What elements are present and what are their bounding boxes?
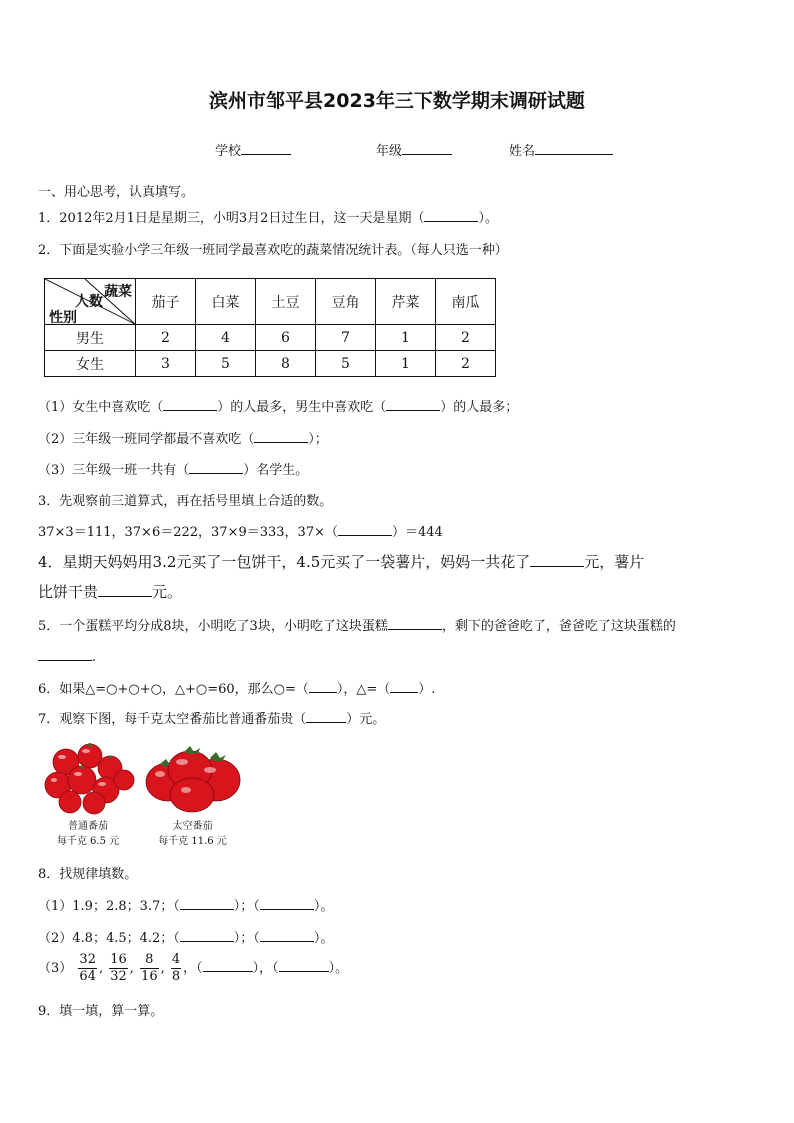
q4-blank-2[interactable] bbox=[98, 584, 152, 597]
q2-1-blank-1[interactable] bbox=[163, 398, 217, 411]
q3-eq-text-a: 37×3＝111，37×6＝222，37×9＝333，37×（ bbox=[38, 525, 338, 540]
fraction-numerator: 8 bbox=[140, 952, 159, 969]
vegetable-stats-table bbox=[44, 278, 496, 377]
q2-2-text-b: ）； bbox=[308, 432, 328, 447]
q8-3-blank-2[interactable] bbox=[279, 959, 329, 972]
question-7 bbox=[38, 708, 385, 727]
space-tomato-name: 太空番茄 bbox=[172, 821, 213, 832]
q7-end: ）元。 bbox=[346, 712, 386, 727]
table-header-cell: 芹菜 bbox=[376, 279, 436, 325]
space-tomato-image bbox=[140, 740, 245, 815]
q8-1-blank-2[interactable] bbox=[260, 897, 314, 910]
question-2-1 bbox=[38, 396, 518, 415]
school-label: 学校 bbox=[215, 144, 242, 159]
q2-1-text-c: ）的人最多； bbox=[440, 400, 519, 415]
question-4 bbox=[38, 551, 644, 572]
question-5-cont bbox=[38, 648, 96, 665]
school-field bbox=[215, 140, 291, 159]
section-heading: 一、用心思考，认真填写。 bbox=[38, 185, 195, 200]
q7-text: 7．观察下图，每千克太空番茄比普通番茄贵（ bbox=[38, 712, 307, 727]
q6-text-a: 6．如果△=○+○+○，△+○=60，那么○=（ bbox=[38, 682, 309, 697]
page-title: 滨州市邹平县2023年三下数学期末调研试题 bbox=[209, 90, 585, 112]
table-cell: 2 bbox=[436, 325, 496, 351]
q6-blank-2[interactable] bbox=[390, 680, 418, 693]
question-4-cont bbox=[38, 581, 182, 602]
regular-tomato-image bbox=[38, 740, 138, 815]
table-cell: 1 bbox=[376, 351, 436, 377]
fraction-denominator: 64 bbox=[79, 969, 96, 984]
table-cell: 6 bbox=[256, 325, 316, 351]
question-3: 3．先观察前三道算式，再在括号里填上合适的数。 bbox=[38, 494, 333, 509]
fraction bbox=[171, 952, 181, 985]
question-5 bbox=[38, 615, 676, 634]
q1-text: 1．2012年2月1日是星期三，小明3月2日过生日，这一天是星期（ bbox=[38, 211, 425, 226]
question-9: 9．填一填，算一算。 bbox=[38, 1004, 164, 1019]
q8-3-text-c: ）。 bbox=[328, 961, 349, 976]
grade-field bbox=[376, 140, 452, 159]
table-header-cell: 白菜 bbox=[196, 279, 256, 325]
q2-1-blank-2[interactable] bbox=[386, 398, 440, 411]
grade-blank[interactable] bbox=[402, 142, 452, 155]
table-cell: 5 bbox=[316, 351, 376, 377]
q5-text-c: . bbox=[92, 650, 97, 665]
q5-text-a: 5．一个蛋糕平均分成8块，小明吃了3块，小明吃了这块蛋糕 bbox=[38, 619, 388, 634]
table-header-cell: 豆角 bbox=[316, 279, 376, 325]
fraction bbox=[109, 952, 128, 985]
q8-2-text-b: ）；（ bbox=[233, 931, 260, 946]
q8-3-blank-1[interactable] bbox=[203, 959, 253, 972]
q8-2-blank-1[interactable] bbox=[180, 929, 234, 942]
q4-text-a: 4．星期天妈妈用3.2元买了一包饼干，4.5元买了一袋薯片，妈妈一共花了 bbox=[38, 553, 531, 571]
fraction bbox=[140, 952, 159, 985]
question-8-2 bbox=[38, 927, 333, 946]
q5-blank-2[interactable] bbox=[38, 648, 92, 661]
fraction-denominator: 16 bbox=[141, 969, 158, 984]
q8-3-text-a: ，（ bbox=[183, 961, 203, 976]
q6-text-c: ）. bbox=[418, 682, 436, 697]
q3-blank[interactable] bbox=[338, 523, 392, 536]
question-3-equations bbox=[38, 521, 443, 540]
q6-text-b: ），△=（ bbox=[336, 682, 391, 697]
name-label: 姓名 bbox=[509, 144, 536, 159]
table-header-cell: 土豆 bbox=[256, 279, 316, 325]
table-cell: 5 bbox=[196, 351, 256, 377]
table-cell: 2 bbox=[436, 351, 496, 377]
question-6 bbox=[38, 678, 435, 697]
name-blank[interactable] bbox=[535, 142, 613, 155]
table-cell: 1 bbox=[376, 325, 436, 351]
q1-end: ）。 bbox=[478, 211, 498, 226]
question-8-3: （3） $\frac{32}{64}$ , $\frac{16}{32}$ , $\frac{8}{16}$ , $\frac{4}{8}$ ，（ ），（ ）。 bbox=[38, 952, 349, 984]
table-cell: 8 bbox=[256, 351, 316, 377]
q8-1-text-a: （1）1.9；2.8；3.7；（ bbox=[38, 899, 180, 914]
table-row-label: 男生 bbox=[45, 325, 136, 351]
q8-1-text-b: ）；（ bbox=[233, 899, 260, 914]
q8-2-blank-2[interactable] bbox=[260, 929, 314, 942]
school-blank[interactable] bbox=[241, 142, 291, 155]
q5-blank-1[interactable] bbox=[388, 617, 442, 630]
regular-tomato-figure bbox=[38, 740, 138, 849]
table-row-label: 女生 bbox=[45, 351, 136, 377]
fraction-numerator: 16 bbox=[110, 952, 127, 967]
q4-text-c: 比饼干贵 bbox=[38, 583, 99, 601]
corner-label-gender: 性别 bbox=[49, 310, 77, 326]
fraction-numerator: 4 bbox=[171, 952, 181, 967]
table-cell: 3 bbox=[136, 351, 196, 377]
q2-3-text-a: （3）三年级一班一共有（ bbox=[38, 463, 190, 478]
question-8-1 bbox=[38, 895, 333, 914]
table-corner-cell bbox=[45, 279, 136, 325]
table-cell: 7 bbox=[316, 325, 376, 351]
fraction-denominator: 32 bbox=[110, 969, 127, 984]
table-row bbox=[45, 351, 496, 377]
question-2: 2．下面是实验小学三年级一班同学最喜欢吃的蔬菜情况统计表。（每人只选一种） bbox=[38, 243, 508, 258]
question-2-3 bbox=[38, 459, 308, 478]
q1-blank[interactable] bbox=[424, 209, 478, 222]
question-2-2 bbox=[38, 428, 328, 447]
regular-tomato-price: 每千克 6.5 元 bbox=[56, 836, 120, 847]
fraction bbox=[78, 952, 97, 985]
table-row bbox=[45, 325, 496, 351]
q2-1-text-b: ）的人最多，男生中喜欢吃（ bbox=[217, 400, 387, 415]
table-cell: 2 bbox=[136, 325, 196, 351]
table-header-row bbox=[45, 279, 496, 325]
q2-3-text-b: ）名学生。 bbox=[243, 463, 309, 478]
q8-3-label: （3） bbox=[38, 961, 73, 976]
fraction-denominator: 8 bbox=[171, 969, 181, 984]
grade-label: 年级 bbox=[376, 144, 403, 159]
q6-blank-1[interactable] bbox=[309, 680, 337, 693]
regular-tomato-name: 普通番茄 bbox=[68, 821, 108, 832]
q2-2-text-a: （2）三年级一班同学都最不喜欢吃（ bbox=[38, 432, 255, 447]
fraction-numerator: 32 bbox=[79, 952, 96, 967]
q4-text-d: 元。 bbox=[152, 583, 183, 601]
name-field bbox=[509, 140, 613, 159]
q7-blank[interactable] bbox=[306, 710, 346, 723]
q4-blank-1[interactable] bbox=[530, 554, 584, 567]
table-cell: 4 bbox=[196, 325, 256, 351]
q2-1-text-a: （1）女生中喜欢吃（ bbox=[38, 400, 164, 415]
q8-1-blank-1[interactable] bbox=[180, 897, 234, 910]
corner-label-vegetable: 蔬菜 bbox=[104, 284, 132, 300]
q8-2-text-c: ）。 bbox=[313, 931, 334, 946]
q3-eq-text-b: ）＝444 bbox=[392, 525, 443, 540]
space-tomato-figure bbox=[140, 740, 245, 849]
q5-text-b: ，剩下的爸爸吃了，爸爸吃了这块蛋糕的 bbox=[441, 619, 676, 634]
q2-3-blank[interactable] bbox=[189, 461, 243, 474]
corner-label-count: 人数 bbox=[75, 294, 103, 310]
q8-3-text-b: ），（ bbox=[252, 961, 279, 976]
question-1 bbox=[38, 207, 498, 226]
q8-1-text-c: ）。 bbox=[313, 899, 334, 914]
space-tomato-price: 每千克 11.6 元 bbox=[158, 836, 227, 847]
table-header-cell: 茄子 bbox=[136, 279, 196, 325]
q8-2-text-a: （2）4.8；4.5；4.2；（ bbox=[38, 931, 180, 946]
table-header-cell: 南瓜 bbox=[436, 279, 496, 325]
q2-2-blank[interactable] bbox=[254, 430, 308, 443]
question-8: 8．找规律填数。 bbox=[38, 867, 138, 882]
q4-text-b: 元，薯片 bbox=[584, 553, 645, 571]
